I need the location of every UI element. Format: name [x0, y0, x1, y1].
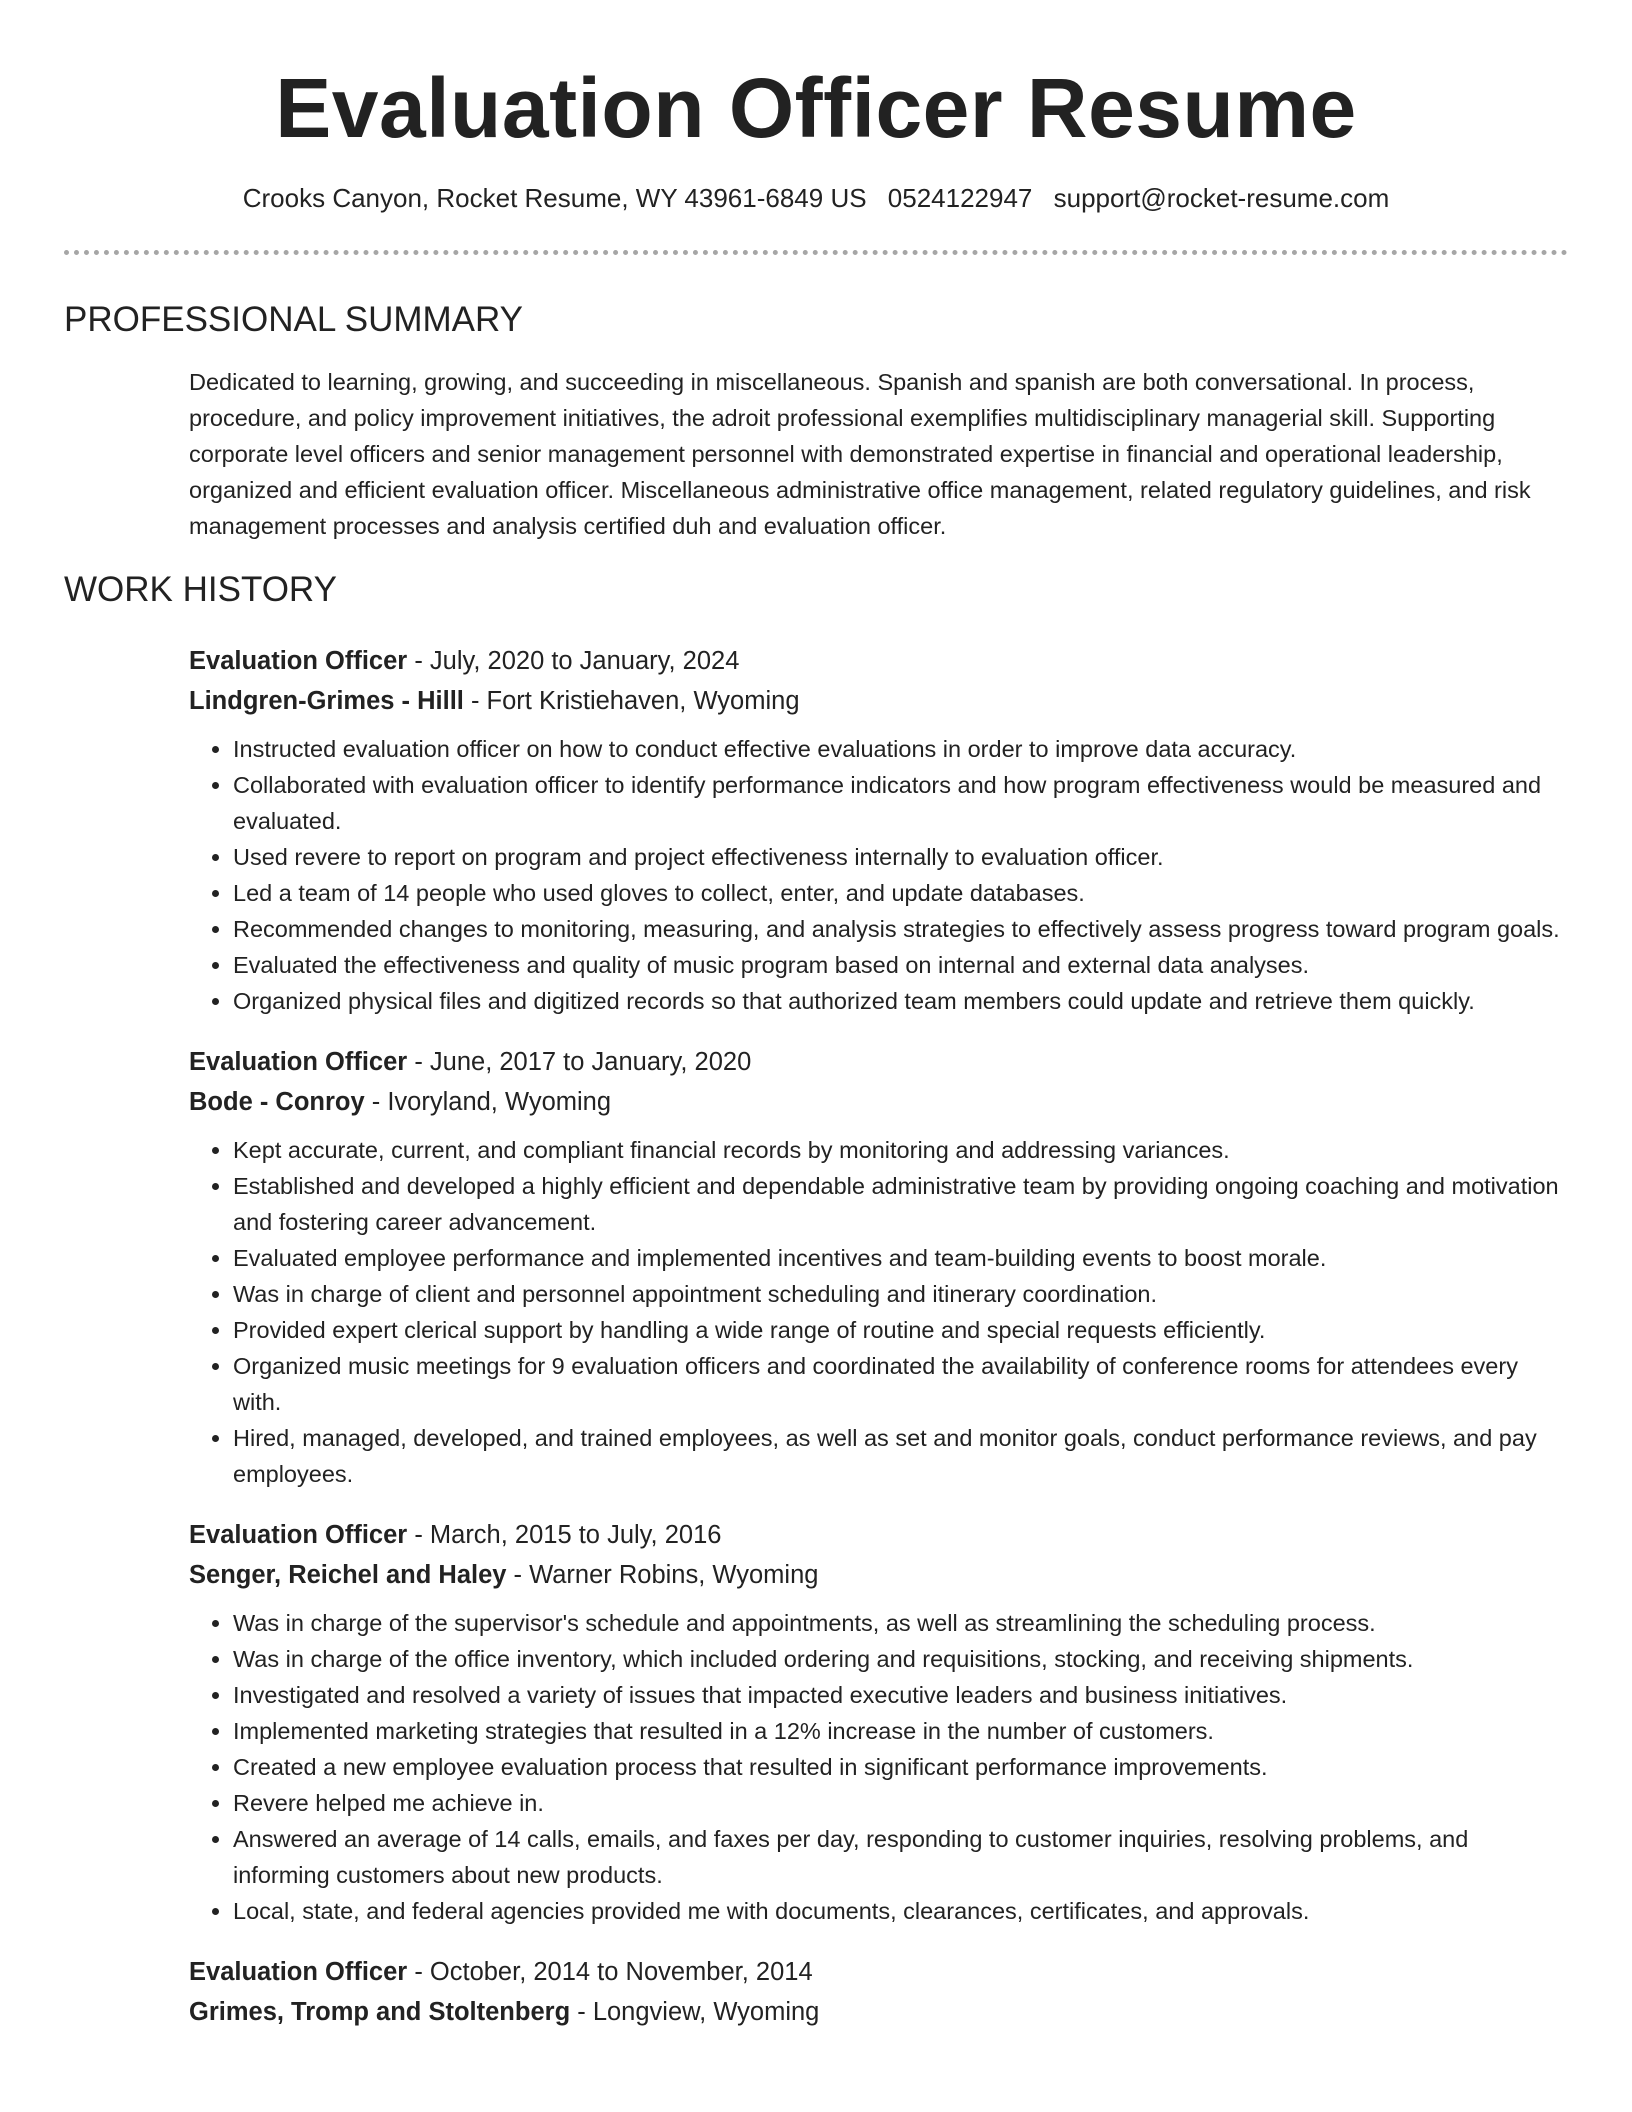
job-company-line	[189, 681, 1568, 721]
job-company: Lindgren-Grimes - Hilll	[189, 687, 464, 715]
job-bullet: • Was in charge of the supervisor's schedule and appointments, as well as streamlining the scheduling process.	[233, 1605, 1568, 1641]
job-company-line	[189, 1082, 1568, 1122]
work-history-list	[189, 641, 1568, 2055]
job-bullet: • Was in charge of the office inventory, which included ordering and requisitions, stocking, and receiving shipments.	[233, 1641, 1568, 1677]
resume-title: Evaluation Officer Resume	[275, 61, 1357, 155]
header-divider	[64, 250, 1568, 255]
work-history-heading: WORK HISTORY	[64, 570, 337, 609]
contact-email: support@rocket-resume.com	[1053, 183, 1390, 213]
job-bullets	[189, 731, 1568, 1019]
job-entry	[189, 1952, 1568, 2032]
job-bullet: • Kept accurate, current, and compliant financial records by monitoring and addressing variances.	[233, 1132, 1568, 1168]
job-title-line	[189, 1042, 1568, 1082]
job-bullet: • Implemented marketing strategies that resulted in a 12% increase in the number of customers.	[233, 1713, 1568, 1749]
job-bullet: • Recommended changes to monitoring, measuring, and analysis strategies to effectively assess progress toward program goals.	[233, 911, 1568, 947]
job-position: Evaluation Officer	[189, 1521, 408, 1549]
job-bullet: • Revere helped me achieve in.	[233, 1785, 1568, 1821]
job-bullet: • Evaluated the effectiveness and quality of music program based on internal and external data analyses.	[233, 947, 1568, 983]
job-bullet: • Evaluated employee performance and implemented incentives and team-building events to boost morale.	[233, 1240, 1568, 1276]
job-entry	[189, 1042, 1568, 1492]
job-bullet: • Instructed evaluation officer on how to conduct effective evaluations in order to improve data accuracy.	[233, 731, 1568, 767]
summary-text: Dedicated to learning, growing, and succeeding in miscellaneous. Spanish and spanish are both conversational. In process, procedure, and policy improvement initiatives, the adroit professional exemplifies multidisciplinary managerial skill. Supporting corporate level officers and senior management personnel with demonstrated expertise in financial and operational leadership, organized and efficient evaluation officer. Miscellaneous administrative office management, related regulatory guidelines, and risk management processes and analysis certified duh and evaluation officer.	[189, 369, 1531, 539]
job-position: Evaluation Officer	[189, 1048, 408, 1076]
job-dates: - March, 2015 to July, 2016	[407, 1521, 722, 1549]
job-bullet: • Organized music meetings for 9 evaluation officers and coordinated the availability of conference rooms for attendees every with.	[233, 1348, 1568, 1420]
job-bullet: • Created a new employee evaluation process that resulted in significant performance improvements.	[233, 1749, 1568, 1785]
job-bullet: • Organized physical files and digitized records so that authorized team members could update and retrieve them quickly.	[233, 983, 1568, 1019]
job-location: - Ivoryland, Wyoming	[364, 1088, 612, 1116]
job-company: Grimes, Tromp and Stoltenberg	[189, 1998, 571, 2026]
job-dates: - June, 2017 to January, 2020	[407, 1048, 752, 1076]
job-bullet: • Investigated and resolved a variety of issues that impacted executive leaders and business initiatives.	[233, 1677, 1568, 1713]
job-bullet: • Collaborated with evaluation officer to identify performance indicators and how program effectiveness would be measured and evaluated.	[233, 767, 1568, 839]
job-title-line	[189, 1952, 1568, 1992]
job-entry	[189, 641, 1568, 1019]
contact-phone: 0524122947	[887, 183, 1033, 213]
job-bullets	[189, 1605, 1568, 1929]
job-company-line	[189, 1555, 1568, 1595]
job-location: - Longview, Wyoming	[570, 1998, 820, 2026]
job-company-line	[189, 1992, 1568, 2032]
job-title-line	[189, 641, 1568, 681]
job-bullets	[189, 1132, 1568, 1492]
job-dates: - July, 2020 to January, 2024	[407, 647, 740, 675]
job-bullet: • Was in charge of client and personnel appointment scheduling and itinerary coordination.	[233, 1276, 1568, 1312]
summary-heading: PROFESSIONAL SUMMARY	[64, 300, 523, 339]
job-company: Senger, Reichel and Haley	[189, 1561, 507, 1589]
job-position: Evaluation Officer	[189, 647, 408, 675]
job-bullet: • Provided expert clerical support by handling a wide range of routine and special requests efficiently.	[233, 1312, 1568, 1348]
job-bullet: • Established and developed a highly efficient and dependable administrative team by providing ongoing coaching and motivation and fostering career advancement.	[233, 1168, 1568, 1240]
job-location: - Fort Kristiehaven, Wyoming	[463, 687, 800, 715]
job-bullet: • Local, state, and federal agencies provided me with documents, clearances, certificates, and approvals.	[233, 1893, 1568, 1929]
job-dates: - October, 2014 to November, 2014	[407, 1958, 813, 1986]
job-entry	[189, 1515, 1568, 1929]
contact-line	[0, 178, 1632, 218]
job-bullet: • Hired, managed, developed, and trained employees, as well as set and monitor goals, conduct performance reviews, and pay employees.	[233, 1420, 1568, 1492]
job-position: Evaluation Officer	[189, 1958, 408, 1986]
job-bullet: • Answered an average of 14 calls, emails, and faxes per day, responding to customer inquiries, resolving problems, and informing customers about new products.	[233, 1821, 1568, 1893]
contact-address: Crooks Canyon, Rocket Resume, WY 43961-6849 US	[242, 183, 867, 213]
job-bullet: • Used revere to report on program and project effectiveness internally to evaluation officer.	[233, 839, 1568, 875]
job-company: Bode - Conroy	[189, 1088, 365, 1116]
job-location: - Warner Robins, Wyoming	[506, 1561, 819, 1589]
job-title-line	[189, 1515, 1568, 1555]
job-bullet: • Led a team of 14 people who used gloves to collect, enter, and update databases.	[233, 875, 1568, 911]
